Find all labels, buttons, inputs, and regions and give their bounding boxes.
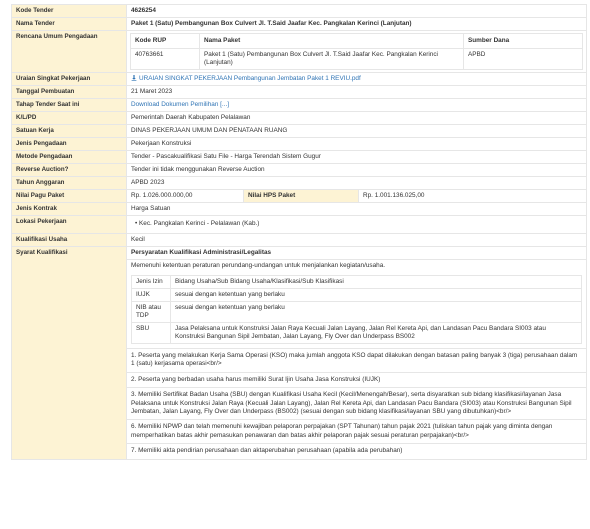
rup-header-kode: Kode RUP bbox=[131, 34, 200, 49]
label-tanggal: Tanggal Pembuatan bbox=[12, 86, 127, 99]
label-syarat: Syarat Kualifikasi bbox=[12, 247, 127, 460]
izin-jenis: IUJK bbox=[132, 289, 171, 302]
value-jenis-kontrak: Harga Satuan bbox=[127, 203, 587, 216]
row-klpd bbox=[12, 112, 587, 125]
row-jenis-pengadaan bbox=[12, 138, 587, 151]
izin-bidang: sesuai dengan ketentuan yang berlaku bbox=[171, 289, 582, 302]
izin-bidang: sesuai dengan ketentuan yang berlaku bbox=[171, 302, 582, 323]
uraian-download-link[interactable] bbox=[131, 75, 361, 82]
row-satker bbox=[12, 125, 587, 138]
rup-header-sumber: Sumber Dana bbox=[464, 34, 583, 49]
rup-nama: Paket 1 (Satu) Pembangunan Box Culvert Jl. T.Said Jaafar Kec. Pangkalan Kerinci (Lanjutan) bbox=[200, 49, 464, 70]
row-metode bbox=[12, 151, 587, 164]
value-tanggal: 21 Maret 2023 bbox=[127, 86, 587, 99]
requirement-item: 2. Peserta yang berbadan usaha harus memiliki Surat Ijin Usaha Jasa Konstruksi (IUJK) bbox=[127, 372, 586, 387]
label-tahun: Tahun Anggaran bbox=[12, 177, 127, 190]
requirement-item: 3. Memiliki Sertifikat Badan Usaha (SBU) dengan Kualifikasi Usaha Kecil (Kecil/Menengah/Besar), serta disyaratkan sub bidang klasifikasi/layanan Jasa Pelaksana untuk Konstruksi Jalan Raya (Kecuali Jalan Layang), Jalan Rel Kereta Api, dan Landasan Pacu Bandara (SI003) atau Konstruksi Bangunan Sipil Jembatan, Jalan Layang, Fly Over dan Underpass (BS002) (sesuai dengan sub bidang klasifikasi/layanan SBU yang dibutuhkan)<br/> bbox=[127, 387, 586, 419]
value-pagu: Rp. 1.026.000.000,00 bbox=[127, 190, 244, 202]
label-tahap: Tahap Tender Saat ini bbox=[12, 99, 127, 112]
label-satker: Satuan Kerja bbox=[12, 125, 127, 138]
izin-header-bidang: Bidang Usaha/Sub Bidang Usaha/Klasifikasi/Sub Klasifikasi bbox=[171, 276, 582, 289]
syarat-intro: Memenuhi ketentuan peraturan perundang-undangan untuk menjalankan kegiatan/usaha. bbox=[131, 262, 386, 269]
table-row bbox=[132, 289, 582, 302]
label-pagu: Nilai Pagu Paket bbox=[12, 190, 127, 203]
requirement-item: 7. Memiliki akta pendirian perusahaan dan aktaperubahan perusahaan (apabila ada perubahan) bbox=[127, 443, 586, 458]
syarat-title: Persyaratan Kualifikasi Administrasi/Legalitas bbox=[127, 247, 586, 260]
label-hps: Nilai HPS Paket bbox=[244, 190, 359, 202]
value-klpd: Pemerintah Daerah Kabupaten Pelalawan bbox=[127, 112, 587, 125]
row-reverse bbox=[12, 164, 587, 177]
label-klpd: K/L/PD bbox=[12, 112, 127, 125]
izin-bidang: Jasa Pelaksana untuk Konstruksi Jalan Raya Kecuali Jalan Layang, Jalan Rel Kereta Api, dan Landasan Pacu Bandara SI003 atau Konstruksi Bangunan Sipil Jembatan, Jalan Layang, Fly Over dan Underpass BS002 bbox=[171, 323, 582, 344]
row-syarat bbox=[12, 247, 587, 460]
value-kode-tender: 4626254 bbox=[127, 5, 587, 18]
row-lokasi bbox=[12, 216, 587, 234]
izin-table bbox=[131, 275, 582, 344]
row-rup bbox=[12, 31, 587, 73]
rup-sumber: APBD bbox=[464, 49, 583, 70]
label-nama-tender: Nama Tender bbox=[12, 18, 127, 31]
label-metode: Metode Pengadaan bbox=[12, 151, 127, 164]
row-tanggal bbox=[12, 86, 587, 99]
izin-header-jenis: Jenis Izin bbox=[132, 276, 171, 289]
label-uraian: Uraian Singkat Pekerjaan bbox=[12, 73, 127, 86]
value-tahun: APBD 2023 bbox=[127, 177, 587, 190]
row-pagu bbox=[12, 190, 587, 203]
download-icon bbox=[131, 75, 137, 81]
label-reverse: Reverse Auction? bbox=[12, 164, 127, 177]
row-jenis-kontrak bbox=[12, 203, 587, 216]
requirement-item: 6. Memiliki NPWP dan telah memenuhi kewajiban pelaporan perpajakan (SPT Tahunan) tahun pajak 2021 (tuliskan tahun pajak yang diminta dengan memperhatikan batas akhir pemasukan penawaran dan batas akhir pelaporan pajak sesuai peraturan perpajakan)<br/> bbox=[127, 419, 586, 443]
value-metode: Tender - Pascakualifikasi Satu File - Harga Terendah Sistem Gugur bbox=[127, 151, 587, 164]
requirement-item: 1. Peserta yang melakukan Kerja Sama Operasi (KSO) maka jumlah anggota KSO dapat dilakukan dengan batasan paling banyak 3 (tiga) perusahaan dalam 1 (satu) kerjasama operasi<br/> bbox=[127, 348, 586, 372]
value-reverse: Tender ini tidak menggunakan Reverse Auction bbox=[127, 164, 587, 177]
tender-detail-table bbox=[11, 4, 587, 460]
label-jenis-pengadaan: Jenis Pengadaan bbox=[12, 138, 127, 151]
rup-kode: 40763661 bbox=[131, 49, 200, 70]
label-kualifikasi-usaha: Kualifikasi Usaha bbox=[12, 234, 127, 247]
rup-header-nama: Nama Paket bbox=[200, 34, 464, 49]
value-nama-tender: Paket 1 (Satu) Pembangunan Box Culvert Jl. T.Said Jaafar Kec. Pangkalan Kerinci (Lanjutan) bbox=[127, 18, 587, 31]
tahap-download-link[interactable]: Download Dokumen Pemilihan [...] bbox=[131, 101, 230, 108]
value-jenis-pengadaan: Pekerjaan Konstruksi bbox=[127, 138, 587, 151]
row-kode-tender bbox=[12, 5, 587, 18]
row-nama-tender bbox=[12, 18, 587, 31]
value-kualifikasi-usaha: Kecil bbox=[127, 234, 587, 247]
label-jenis-kontrak: Jenis Kontrak bbox=[12, 203, 127, 216]
value-lokasi: • Kec. Pangkalan Kerinci - Pelalawan (Kab.) bbox=[135, 220, 259, 227]
rup-table bbox=[130, 33, 583, 70]
value-hps: Rp. 1.001.136.025,00 bbox=[359, 190, 587, 202]
row-tahap bbox=[12, 99, 587, 112]
izin-jenis: SBU bbox=[132, 323, 171, 344]
table-row bbox=[132, 323, 582, 344]
row-tahun bbox=[12, 177, 587, 190]
label-rup: Rencana Umum Pengadaan bbox=[12, 31, 127, 73]
table-row bbox=[132, 302, 582, 323]
row-kualifikasi-usaha bbox=[12, 234, 587, 247]
label-lokasi: Lokasi Pekerjaan bbox=[12, 216, 127, 234]
uraian-link-text: URAIAN SINGKAT PEKERJAAN Pembangunan Jembatan Paket 1 REVIU.pdf bbox=[139, 75, 361, 82]
row-uraian bbox=[12, 73, 587, 86]
table-row bbox=[131, 49, 583, 70]
izin-jenis: NIB atau TDP bbox=[132, 302, 171, 323]
label-kode-tender: Kode Tender bbox=[12, 5, 127, 18]
value-satker: DINAS PEKERJAAN UMUM DAN PENATAAN RUANG bbox=[127, 125, 587, 138]
